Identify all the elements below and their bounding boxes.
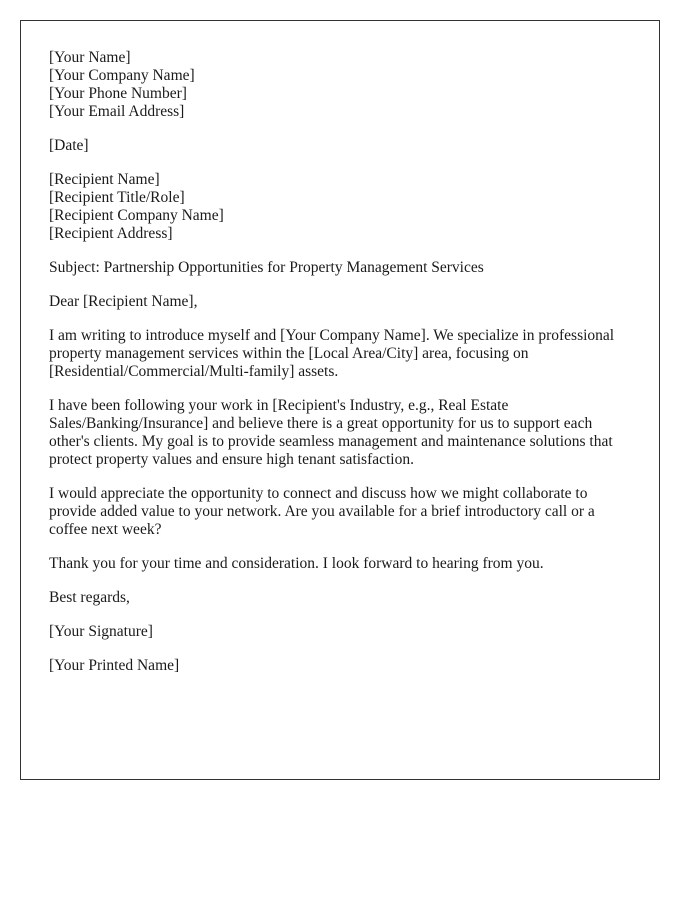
salutation: Dear [Recipient Name], <box>49 293 198 310</box>
sender-block <box>49 49 631 121</box>
recipient-title: [Recipient Title/Role] <box>49 189 185 206</box>
sender-name: [Your Name] <box>49 49 131 66</box>
recipient-block <box>49 171 631 243</box>
letter-page <box>20 20 660 780</box>
printed-name: [Your Printed Name] <box>49 657 180 674</box>
sender-company: [Your Company Name] <box>49 67 195 84</box>
recipient-address: [Recipient Address] <box>49 225 173 242</box>
recipient-name: [Recipient Name] <box>49 171 160 188</box>
sender-phone: [Your Phone Number] <box>49 85 187 102</box>
body-paragraph-2: I have been following your work in [Recipient's Industry, e.g., Real Estate Sales/Banking/Insurance] and believe there is a great opportunity for us to support each other's clients. My goal is to provide seamless management and maintenance solutions that protect property values and ensure high tenant satisfaction. <box>49 397 613 468</box>
signature: [Your Signature] <box>49 623 153 640</box>
subject-line: Subject: Partnership Opportunities for Property Management Services <box>49 259 484 276</box>
closing: Best regards, <box>49 589 130 606</box>
body-paragraph-3: I would appreciate the opportunity to connect and discuss how we might collaborate to provide added value to your network. Are you available for a brief introductory call or a coffee next week? <box>49 485 595 538</box>
body-paragraph-1: I am writing to introduce myself and [Your Company Name]. We specialize in professional property management services within the [Local Area/City] area, focusing on [Residential/Commercial/Multi-family] assets. <box>49 327 615 380</box>
date: [Date] <box>49 137 89 154</box>
recipient-company: [Recipient Company Name] <box>49 207 224 224</box>
sender-email: [Your Email Address] <box>49 103 185 120</box>
body-paragraph-4: Thank you for your time and consideration. I look forward to hearing from you. <box>49 555 544 572</box>
